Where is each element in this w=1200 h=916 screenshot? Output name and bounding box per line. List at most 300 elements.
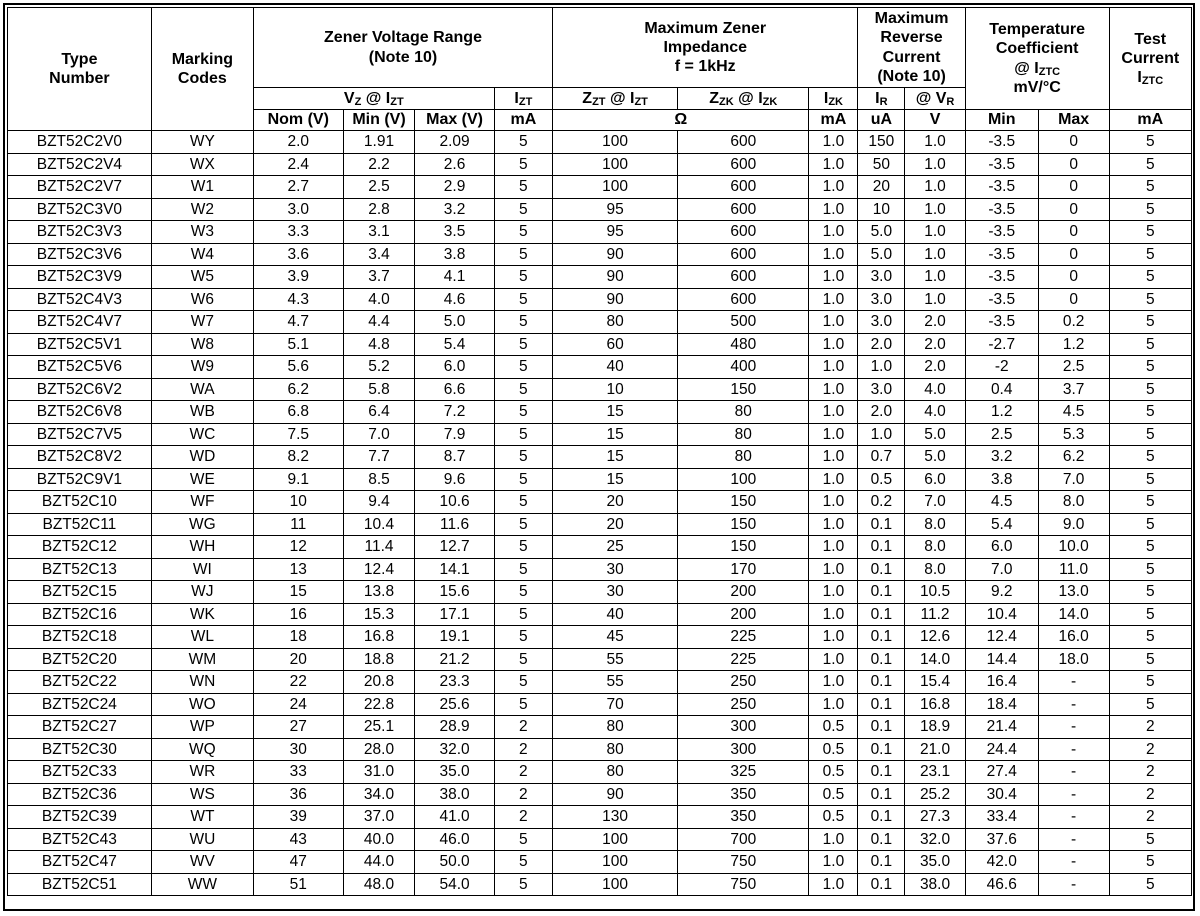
- cell-izk: 1.0: [809, 423, 858, 446]
- cell-tc-max: -: [1038, 671, 1109, 694]
- cell-izt: 5: [494, 558, 552, 581]
- cell-tc-min: -3.5: [965, 266, 1038, 289]
- table-row: [8, 311, 1192, 334]
- table-row: [8, 603, 1192, 626]
- table-row: [8, 626, 1192, 649]
- cell-tc-max: 0: [1038, 176, 1109, 199]
- cell-izk: 1.0: [809, 536, 858, 559]
- cell-test-current: 5: [1109, 176, 1191, 199]
- cell-type-number: BZT52C22: [8, 671, 152, 694]
- cell-test-current: 2: [1109, 738, 1191, 761]
- cell-tc-max: 0: [1038, 221, 1109, 244]
- cell-vr: 12.6: [905, 626, 965, 649]
- cell-vr: 1.0: [905, 266, 965, 289]
- cell-vz-min: 1.91: [343, 131, 415, 154]
- cell-marking-code: WV: [151, 851, 253, 874]
- cell-vr: 8.0: [905, 536, 965, 559]
- cell-izk: 1.0: [809, 311, 858, 334]
- cell-zzt: 20: [553, 491, 678, 514]
- cell-vz-min: 7.7: [343, 446, 415, 469]
- cell-type-number: BZT52C2V4: [8, 153, 152, 176]
- cell-tc-min: -3.5: [965, 176, 1038, 199]
- cell-test-current: 5: [1109, 851, 1191, 874]
- cell-test-current: 5: [1109, 423, 1191, 446]
- table-row: [8, 491, 1192, 514]
- cell-marking-code: W2: [151, 198, 253, 221]
- cell-tc-max: 16.0: [1038, 626, 1109, 649]
- cell-izt: 5: [494, 513, 552, 536]
- cell-izt: 5: [494, 581, 552, 604]
- cell-vz-min: 4.0: [343, 288, 415, 311]
- cell-tc-min: 10.4: [965, 603, 1038, 626]
- cell-ir: 0.1: [858, 693, 905, 716]
- cell-zzt: 10: [553, 378, 678, 401]
- cell-tc-min: 46.6: [965, 873, 1038, 896]
- cell-ir: 0.1: [858, 806, 905, 829]
- table-row: [8, 581, 1192, 604]
- cell-ir: 0.1: [858, 603, 905, 626]
- cell-marking-code: WM: [151, 648, 253, 671]
- cell-zzk: 600: [678, 243, 809, 266]
- header-marking-codes: Marking Codes: [151, 8, 253, 131]
- table-row: [8, 513, 1192, 536]
- cell-tc-max: 1.2: [1038, 333, 1109, 356]
- cell-izk: 0.5: [809, 716, 858, 739]
- cell-vz-min: 48.0: [343, 873, 415, 896]
- cell-type-number: BZT52C9V1: [8, 468, 152, 491]
- cell-izk: 1.0: [809, 356, 858, 379]
- cell-ir: 0.1: [858, 558, 905, 581]
- header-at-vr: @ $V_R$: [905, 88, 965, 110]
- cell-izk: 1.0: [809, 243, 858, 266]
- cell-izk: 1.0: [809, 873, 858, 896]
- cell-vz-min: 5.2: [343, 356, 415, 379]
- cell-izt: 5: [494, 603, 552, 626]
- cell-tc-min: 21.4: [965, 716, 1038, 739]
- cell-type-number: BZT52C16: [8, 603, 152, 626]
- cell-tc-max: 7.0: [1038, 468, 1109, 491]
- cell-izk: 1.0: [809, 378, 858, 401]
- cell-zzk: 400: [678, 356, 809, 379]
- cell-vz-min: 2.2: [343, 153, 415, 176]
- cell-ir: 0.1: [858, 581, 905, 604]
- cell-vz-nom: 18: [253, 626, 343, 649]
- cell-tc-min: 7.0: [965, 558, 1038, 581]
- cell-marking-code: WP: [151, 716, 253, 739]
- cell-vz-max: 35.0: [415, 761, 494, 784]
- cell-marking-code: WE: [151, 468, 253, 491]
- cell-izk: 1.0: [809, 693, 858, 716]
- cell-ir: 0.1: [858, 761, 905, 784]
- cell-vz-max: 5.4: [415, 333, 494, 356]
- cell-vz-nom: 22: [253, 671, 343, 694]
- table-row: [8, 806, 1192, 829]
- cell-type-number: BZT52C2V0: [8, 131, 152, 154]
- table-row: [8, 423, 1192, 446]
- cell-vz-max: 3.5: [415, 221, 494, 244]
- cell-vr: 2.0: [905, 311, 965, 334]
- cell-izt: 5: [494, 626, 552, 649]
- cell-vz-max: 6.0: [415, 356, 494, 379]
- cell-izt: 5: [494, 873, 552, 896]
- cell-vz-min: 13.8: [343, 581, 415, 604]
- cell-vz-min: 25.1: [343, 716, 415, 739]
- cell-vr: 5.0: [905, 446, 965, 469]
- cell-ir: 0.1: [858, 716, 905, 739]
- cell-vr: 21.0: [905, 738, 965, 761]
- cell-vz-min: 31.0: [343, 761, 415, 784]
- cell-izk: 1.0: [809, 266, 858, 289]
- cell-izt: 5: [494, 288, 552, 311]
- cell-tc-max: -: [1038, 761, 1109, 784]
- cell-test-current: 5: [1109, 266, 1191, 289]
- cell-test-current: 2: [1109, 761, 1191, 784]
- cell-zzk: 250: [678, 671, 809, 694]
- cell-zzk: 500: [678, 311, 809, 334]
- unit-tc-min: Min: [965, 110, 1038, 131]
- cell-test-current: 5: [1109, 693, 1191, 716]
- cell-marking-code: W6: [151, 288, 253, 311]
- cell-zzt: 80: [553, 311, 678, 334]
- header-vz-at-izt: $V_Z$ @ $I_{ZT}$: [253, 88, 494, 110]
- cell-zzt: 95: [553, 198, 678, 221]
- cell-izk: 0.5: [809, 806, 858, 829]
- cell-test-current: 5: [1109, 446, 1191, 469]
- cell-zzk: 250: [678, 693, 809, 716]
- cell-test-current: 5: [1109, 131, 1191, 154]
- cell-test-current: 5: [1109, 873, 1191, 896]
- cell-zzt: 60: [553, 333, 678, 356]
- cell-tc-min: -3.5: [965, 243, 1038, 266]
- cell-vr: 1.0: [905, 198, 965, 221]
- cell-vz-max: 4.6: [415, 288, 494, 311]
- cell-ir: 0.1: [858, 873, 905, 896]
- cell-type-number: BZT52C20: [8, 648, 152, 671]
- cell-izt: 2: [494, 738, 552, 761]
- cell-vz-min: 37.0: [343, 806, 415, 829]
- cell-vz-max: 23.3: [415, 671, 494, 694]
- cell-vz-min: 34.0: [343, 783, 415, 806]
- cell-vr: 6.0: [905, 468, 965, 491]
- cell-zzk: 700: [678, 828, 809, 851]
- cell-vz-min: 18.8: [343, 648, 415, 671]
- cell-tc-min: 24.4: [965, 738, 1038, 761]
- cell-izt: 5: [494, 356, 552, 379]
- cell-ir: 150: [858, 131, 905, 154]
- cell-izt: 2: [494, 716, 552, 739]
- cell-type-number: BZT52C7V5: [8, 423, 152, 446]
- cell-tc-max: 2.5: [1038, 356, 1109, 379]
- cell-vr: 2.0: [905, 333, 965, 356]
- cell-type-number: BZT52C36: [8, 783, 152, 806]
- cell-zzt: 100: [553, 153, 678, 176]
- cell-ir: 0.1: [858, 783, 905, 806]
- cell-tc-min: 12.4: [965, 626, 1038, 649]
- unit-ohm: Ω: [553, 110, 809, 131]
- cell-type-number: BZT52C4V3: [8, 288, 152, 311]
- cell-vz-nom: 3.9: [253, 266, 343, 289]
- cell-ir: 3.0: [858, 378, 905, 401]
- table-row: [8, 221, 1192, 244]
- header-type-number: Type Number: [8, 8, 152, 131]
- cell-izk: 1.0: [809, 288, 858, 311]
- cell-vz-max: 3.2: [415, 198, 494, 221]
- cell-tc-min: 18.4: [965, 693, 1038, 716]
- cell-vz-nom: 20: [253, 648, 343, 671]
- cell-vz-max: 38.0: [415, 783, 494, 806]
- header-max-reverse-current: Maximum Reverse Current (Note 10): [858, 8, 965, 88]
- cell-marking-code: WI: [151, 558, 253, 581]
- cell-izt: 2: [494, 761, 552, 784]
- cell-marking-code: WD: [151, 446, 253, 469]
- cell-zzt: 90: [553, 266, 678, 289]
- cell-zzk: 300: [678, 716, 809, 739]
- cell-zzk: 325: [678, 761, 809, 784]
- cell-vz-nom: 3.6: [253, 243, 343, 266]
- cell-type-number: BZT52C47: [8, 851, 152, 874]
- cell-vz-max: 19.1: [415, 626, 494, 649]
- cell-test-current: 5: [1109, 626, 1191, 649]
- cell-zzt: 25: [553, 536, 678, 559]
- cell-vz-min: 2.8: [343, 198, 415, 221]
- cell-marking-code: WX: [151, 153, 253, 176]
- cell-marking-code: WT: [151, 806, 253, 829]
- cell-zzk: 150: [678, 536, 809, 559]
- cell-izk: 0.5: [809, 761, 858, 784]
- cell-tc-max: -: [1038, 873, 1109, 896]
- unit-max: Max (V): [415, 110, 494, 131]
- cell-zzt: 30: [553, 581, 678, 604]
- cell-test-current: 5: [1109, 198, 1191, 221]
- cell-tc-max: 8.0: [1038, 491, 1109, 514]
- cell-marking-code: WN: [151, 671, 253, 694]
- cell-izt: 5: [494, 311, 552, 334]
- cell-izk: 1.0: [809, 558, 858, 581]
- cell-type-number: BZT52C5V1: [8, 333, 152, 356]
- cell-tc-max: 3.7: [1038, 378, 1109, 401]
- cell-tc-max: -: [1038, 806, 1109, 829]
- cell-test-current: 5: [1109, 401, 1191, 424]
- cell-zzk: 150: [678, 491, 809, 514]
- cell-ir: 5.0: [858, 243, 905, 266]
- cell-marking-code: WA: [151, 378, 253, 401]
- cell-vz-max: 21.2: [415, 648, 494, 671]
- cell-tc-min: 3.8: [965, 468, 1038, 491]
- cell-test-current: 5: [1109, 288, 1191, 311]
- cell-tc-min: 42.0: [965, 851, 1038, 874]
- cell-vz-max: 15.6: [415, 581, 494, 604]
- cell-vz-nom: 24: [253, 693, 343, 716]
- header-zzt-at-izt: $Z_{ZT}$ @ $I_{ZT}$: [553, 88, 678, 110]
- table-row: [8, 671, 1192, 694]
- cell-ir: 1.0: [858, 423, 905, 446]
- cell-test-current: 2: [1109, 806, 1191, 829]
- cell-zzt: 40: [553, 356, 678, 379]
- cell-vz-max: 2.9: [415, 176, 494, 199]
- cell-zzk: 200: [678, 603, 809, 626]
- cell-ir: 0.7: [858, 446, 905, 469]
- cell-tc-min: 16.4: [965, 671, 1038, 694]
- cell-tc-max: 0: [1038, 131, 1109, 154]
- cell-izk: 1.0: [809, 333, 858, 356]
- cell-type-number: BZT52C30: [8, 738, 152, 761]
- table-row: [8, 468, 1192, 491]
- cell-marking-code: W3: [151, 221, 253, 244]
- cell-test-current: 5: [1109, 333, 1191, 356]
- cell-tc-max: 0: [1038, 288, 1109, 311]
- cell-type-number: BZT52C3V3: [8, 221, 152, 244]
- cell-tc-max: 0: [1038, 198, 1109, 221]
- cell-vz-min: 2.5: [343, 176, 415, 199]
- cell-vz-nom: 6.2: [253, 378, 343, 401]
- cell-vr: 27.3: [905, 806, 965, 829]
- cell-izk: 1.0: [809, 153, 858, 176]
- cell-zzk: 600: [678, 288, 809, 311]
- cell-zzk: 300: [678, 738, 809, 761]
- cell-marking-code: WS: [151, 783, 253, 806]
- cell-ir: 0.1: [858, 648, 905, 671]
- cell-vz-max: 7.9: [415, 423, 494, 446]
- header-izk: $I_{ZK}$: [809, 88, 858, 110]
- cell-vz-nom: 43: [253, 828, 343, 851]
- table-row: [8, 828, 1192, 851]
- cell-tc-max: -: [1038, 693, 1109, 716]
- cell-zzk: 170: [678, 558, 809, 581]
- cell-zzt: 100: [553, 131, 678, 154]
- cell-zzt: 90: [553, 243, 678, 266]
- cell-vz-nom: 12: [253, 536, 343, 559]
- cell-vz-max: 6.6: [415, 378, 494, 401]
- cell-zzk: 750: [678, 851, 809, 874]
- cell-type-number: BZT52C33: [8, 761, 152, 784]
- cell-tc-min: 6.0: [965, 536, 1038, 559]
- cell-zzt: 80: [553, 761, 678, 784]
- cell-tc-max: -: [1038, 783, 1109, 806]
- cell-vz-nom: 16: [253, 603, 343, 626]
- cell-vz-nom: 5.6: [253, 356, 343, 379]
- cell-tc-min: 1.2: [965, 401, 1038, 424]
- cell-ir: 0.1: [858, 828, 905, 851]
- cell-zzt: 15: [553, 423, 678, 446]
- cell-test-current: 5: [1109, 581, 1191, 604]
- cell-izt: 2: [494, 806, 552, 829]
- cell-zzk: 150: [678, 378, 809, 401]
- cell-marking-code: WQ: [151, 738, 253, 761]
- table-row: [8, 243, 1192, 266]
- cell-tc-max: -: [1038, 851, 1109, 874]
- cell-vz-nom: 39: [253, 806, 343, 829]
- cell-type-number: BZT52C13: [8, 558, 152, 581]
- cell-ir: 20: [858, 176, 905, 199]
- cell-type-number: BZT52C6V8: [8, 401, 152, 424]
- cell-vz-nom: 2.4: [253, 153, 343, 176]
- cell-marking-code: WB: [151, 401, 253, 424]
- cell-tc-min: 2.5: [965, 423, 1038, 446]
- cell-tc-max: 10.0: [1038, 536, 1109, 559]
- cell-vr: 8.0: [905, 558, 965, 581]
- unit-izt: mA: [494, 110, 552, 131]
- cell-vr: 18.9: [905, 716, 965, 739]
- cell-vz-nom: 9.1: [253, 468, 343, 491]
- unit-min: Min (V): [343, 110, 415, 131]
- cell-zzt: 15: [553, 401, 678, 424]
- cell-vz-nom: 5.1: [253, 333, 343, 356]
- cell-vz-nom: 51: [253, 873, 343, 896]
- cell-marking-code: WK: [151, 603, 253, 626]
- cell-izk: 1.0: [809, 513, 858, 536]
- table-row: [8, 356, 1192, 379]
- cell-type-number: BZT52C3V9: [8, 266, 152, 289]
- cell-izt: 5: [494, 828, 552, 851]
- cell-test-current: 2: [1109, 716, 1191, 739]
- cell-vz-max: 28.9: [415, 716, 494, 739]
- cell-type-number: BZT52C2V7: [8, 176, 152, 199]
- cell-vr: 35.0: [905, 851, 965, 874]
- cell-tc-max: 14.0: [1038, 603, 1109, 626]
- cell-type-number: BZT52C18: [8, 626, 152, 649]
- table-row: [8, 648, 1192, 671]
- cell-type-number: BZT52C43: [8, 828, 152, 851]
- cell-type-number: BZT52C15: [8, 581, 152, 604]
- cell-izt: 5: [494, 693, 552, 716]
- cell-izt: 5: [494, 131, 552, 154]
- cell-ir: 1.0: [858, 356, 905, 379]
- cell-type-number: BZT52C5V6: [8, 356, 152, 379]
- cell-izk: 1.0: [809, 176, 858, 199]
- cell-marking-code: WW: [151, 873, 253, 896]
- header-max-zener-impedance: Maximum Zener Impedance f = 1kHz: [553, 8, 858, 88]
- cell-ir: 0.1: [858, 851, 905, 874]
- cell-vz-min: 22.8: [343, 693, 415, 716]
- cell-zzk: 480: [678, 333, 809, 356]
- cell-vr: 16.8: [905, 693, 965, 716]
- cell-tc-max: 0: [1038, 153, 1109, 176]
- cell-izk: 1.0: [809, 851, 858, 874]
- cell-ir: 0.1: [858, 513, 905, 536]
- cell-izk: 0.5: [809, 738, 858, 761]
- cell-vz-nom: 6.8: [253, 401, 343, 424]
- cell-izk: 1.0: [809, 828, 858, 851]
- cell-type-number: BZT52C39: [8, 806, 152, 829]
- table-row: [8, 693, 1192, 716]
- cell-vz-nom: 30: [253, 738, 343, 761]
- cell-tc-max: -: [1038, 738, 1109, 761]
- cell-zzk: 600: [678, 153, 809, 176]
- cell-tc-min: 37.6: [965, 828, 1038, 851]
- cell-zzt: 90: [553, 783, 678, 806]
- table-row: [8, 851, 1192, 874]
- table-row: [8, 378, 1192, 401]
- cell-tc-max: 18.0: [1038, 648, 1109, 671]
- cell-ir: 0.1: [858, 671, 905, 694]
- cell-izk: 1.0: [809, 671, 858, 694]
- cell-izk: 1.0: [809, 648, 858, 671]
- cell-ir: 50: [858, 153, 905, 176]
- cell-vz-max: 10.6: [415, 491, 494, 514]
- cell-marking-code: WF: [151, 491, 253, 514]
- cell-zzt: 20: [553, 513, 678, 536]
- cell-tc-max: 11.0: [1038, 558, 1109, 581]
- cell-zzk: 600: [678, 266, 809, 289]
- cell-zzk: 80: [678, 446, 809, 469]
- cell-marking-code: WG: [151, 513, 253, 536]
- cell-marking-code: W4: [151, 243, 253, 266]
- header-temperature-coefficient: Temperature Coefficient @ $I_{ZTC}$ mV/°C: [965, 8, 1109, 110]
- cell-izt: 5: [494, 221, 552, 244]
- cell-vr: 1.0: [905, 288, 965, 311]
- cell-zzt: 130: [553, 806, 678, 829]
- cell-ir: 2.0: [858, 401, 905, 424]
